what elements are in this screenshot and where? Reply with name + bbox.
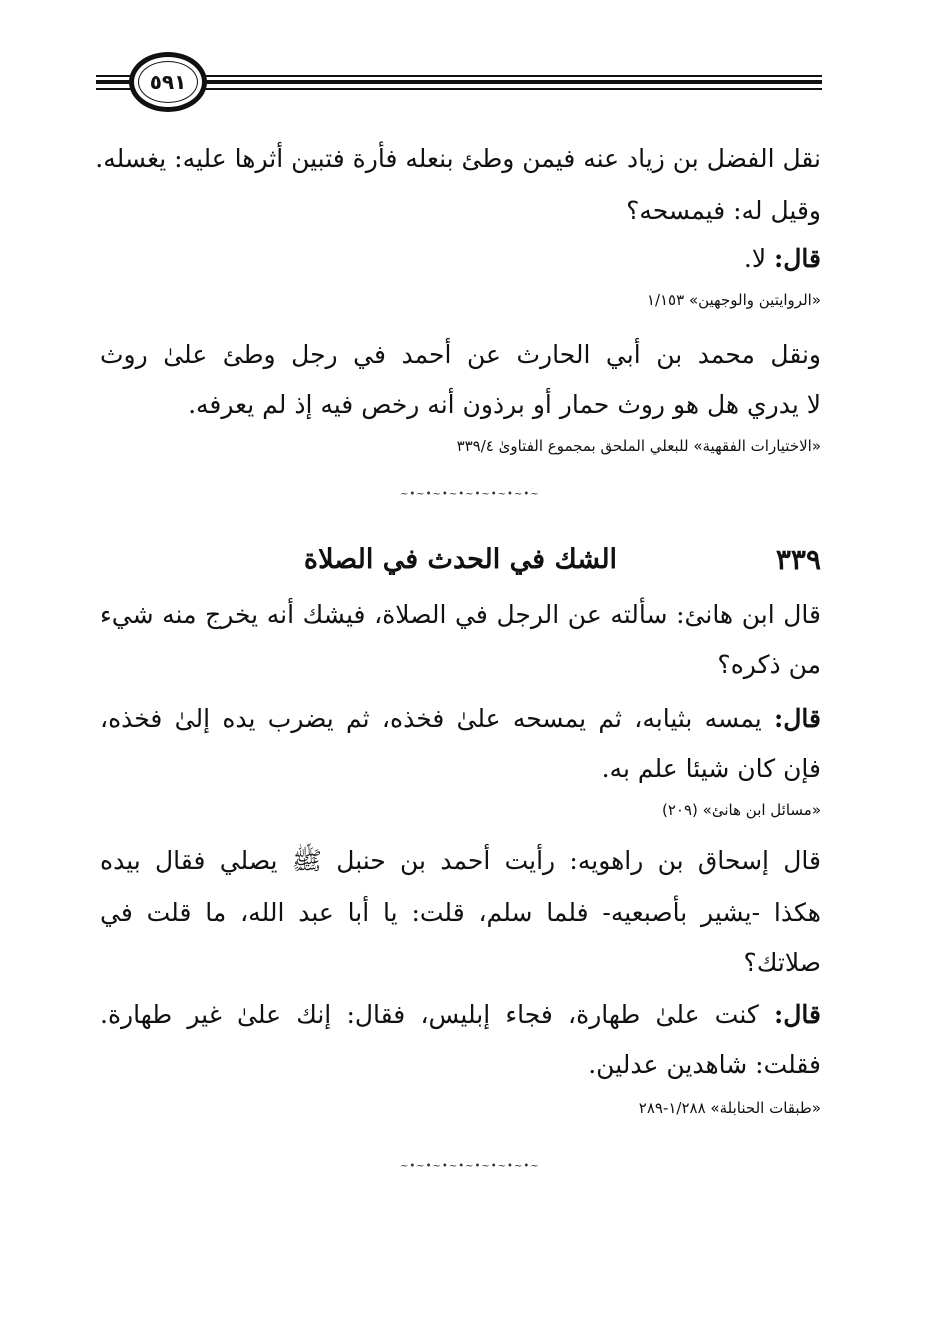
answer-line	[744, 242, 821, 276]
citation: «مسائل ابن هانئ» (٢٠٩)	[662, 801, 821, 819]
page-number-badge	[129, 52, 207, 112]
paragraph-line: ونقل محمد بن أبي الحارث عن أحمد في رجل وطئ علىٰ روث	[100, 340, 821, 369]
citation: «الروايتين والوجهين» ١/١٥٣	[646, 291, 821, 309]
answer-label: قال:	[774, 244, 821, 273]
answer-text: كنت علىٰ طهارة، فجاء إبليس، فقال: إنك علىٰ غير طهارة.	[100, 1000, 775, 1029]
section-number: ٣٣٩	[775, 543, 821, 576]
answer-line	[100, 702, 821, 736]
paragraph-line: فإن كان شيئا علم به.	[601, 754, 821, 783]
paragraph-line: قال إسحاق بن راهويه: رأيت أحمد بن حنبل ﷺ يصلي فقال بيده	[100, 846, 821, 875]
paragraph-line: من ذكره؟	[717, 650, 821, 679]
paragraph-line: لا يدري هل هو روث حمار أو برذون أنه رخص فيه إذ لم يعرفه.	[188, 390, 821, 419]
paragraph-line: هكذا -يشير بأصبعيه- فلما سلم، قلت: يا أبا عبد الله، ما قلت في	[100, 898, 821, 927]
section-heading	[100, 540, 821, 580]
paragraph-line: صلاتك؟	[743, 948, 821, 977]
answer-text: يمسه بثيابه، ثم يمسحه علىٰ فخذه، ثم يضرب يده إلىٰ فخذه،	[100, 704, 775, 733]
paragraph-line: قال ابن هانئ: سألته عن الرجل في الصلاة، فيشك أنه يخرج منه شيء	[100, 600, 821, 629]
answer-text: لا.	[743, 244, 775, 273]
paragraph-line: وقيل له: فيمسحه؟	[626, 196, 821, 225]
ornament-divider: ~•~•~•~•~•~•~•~•~	[400, 1161, 540, 1172]
page-header	[96, 52, 822, 112]
paragraph-line: نقل الفضل بن زياد عنه فيمن وطئ بنعله فأرة فتبين أثرها عليه: يغسله.	[95, 144, 821, 173]
citation: «الاختيارات الفقهية» للبعلي الملحق بمجموع الفتاوىٰ ٣٣٩/٤	[456, 437, 821, 455]
citation: «طبقات الحنابلة» ١/٢٨٨-٢٨٩	[638, 1099, 821, 1117]
page-number: ٥٩١	[149, 70, 187, 94]
paragraph-line: فقلت: شاهدين عدلين.	[588, 1050, 821, 1079]
section-title: الشك في الحدث في الصلاة	[303, 544, 618, 575]
answer-line	[100, 998, 821, 1032]
answer-label: قال:	[774, 704, 821, 733]
ornament-divider: ~•~•~•~•~•~•~•~•~	[400, 489, 540, 500]
answer-label: قال:	[774, 1000, 821, 1029]
